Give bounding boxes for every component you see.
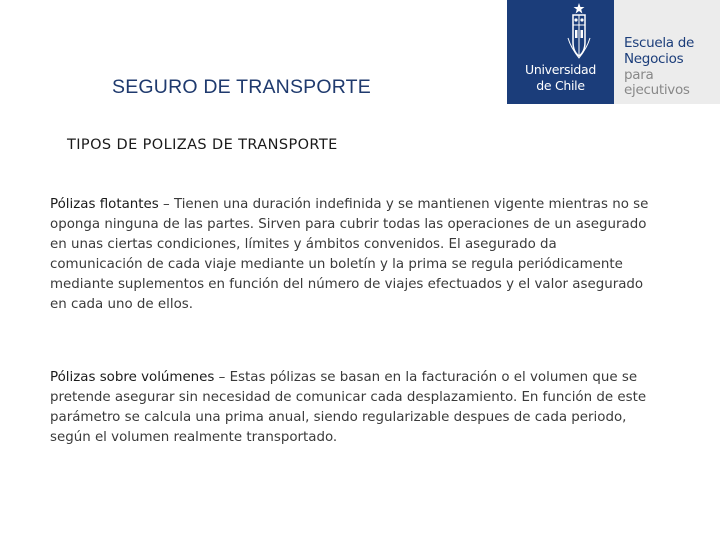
logo-school-line1: Escuela de <box>624 35 695 51</box>
paragraph-text: – Estas pólizas se basan en la facturación o el volumen que se pretende asegurar sin necesidad de comunicar cada desplazamiento. En función de este parámetro se calcula una prima anual, siendo regularizable despues de cada periodo, según el volumen realmente transportado. <box>50 370 647 445</box>
paragraph-lead: Pólizas flotantes <box>50 197 159 212</box>
logo-school-line3: para <box>624 67 654 83</box>
logo-gray-panel <box>614 0 720 104</box>
paragraph-text: – Tienen una duración indefinida y se mantienen vigente mientras no se oponga ninguna de las partes. Sirven para cubrir todas las operaciones de un asegurado en unas ciertas condiciones, límites y ámbitos convenidos. El asegurado da comunicación de cada viaje mediante un boletín y la prima se regula periódicamente mediante suplementos en función del número de viajes efectuados y el valor asegurado en cada uno de ellos. <box>50 197 649 312</box>
paragraph-lead: Pólizas sobre volúmenes <box>50 370 215 385</box>
university-crest-icon <box>507 0 614 62</box>
logo-school-line2: Negocios <box>624 51 684 67</box>
university-logo <box>507 0 720 104</box>
logo-blue-panel <box>507 0 614 104</box>
logo-school-line4: ejecutivos <box>624 82 690 98</box>
paragraph-polizas-volumenes <box>50 368 650 448</box>
logo-university-line2: de Chile <box>536 78 585 93</box>
section-subtitle: TIPOS DE POLIZAS DE TRANSPORTE <box>67 137 338 153</box>
logo-university-line1: Universidad <box>525 62 596 77</box>
page-title: SEGURO DE TRANSPORTE <box>112 76 371 98</box>
paragraph-polizas-flotantes <box>50 195 650 315</box>
